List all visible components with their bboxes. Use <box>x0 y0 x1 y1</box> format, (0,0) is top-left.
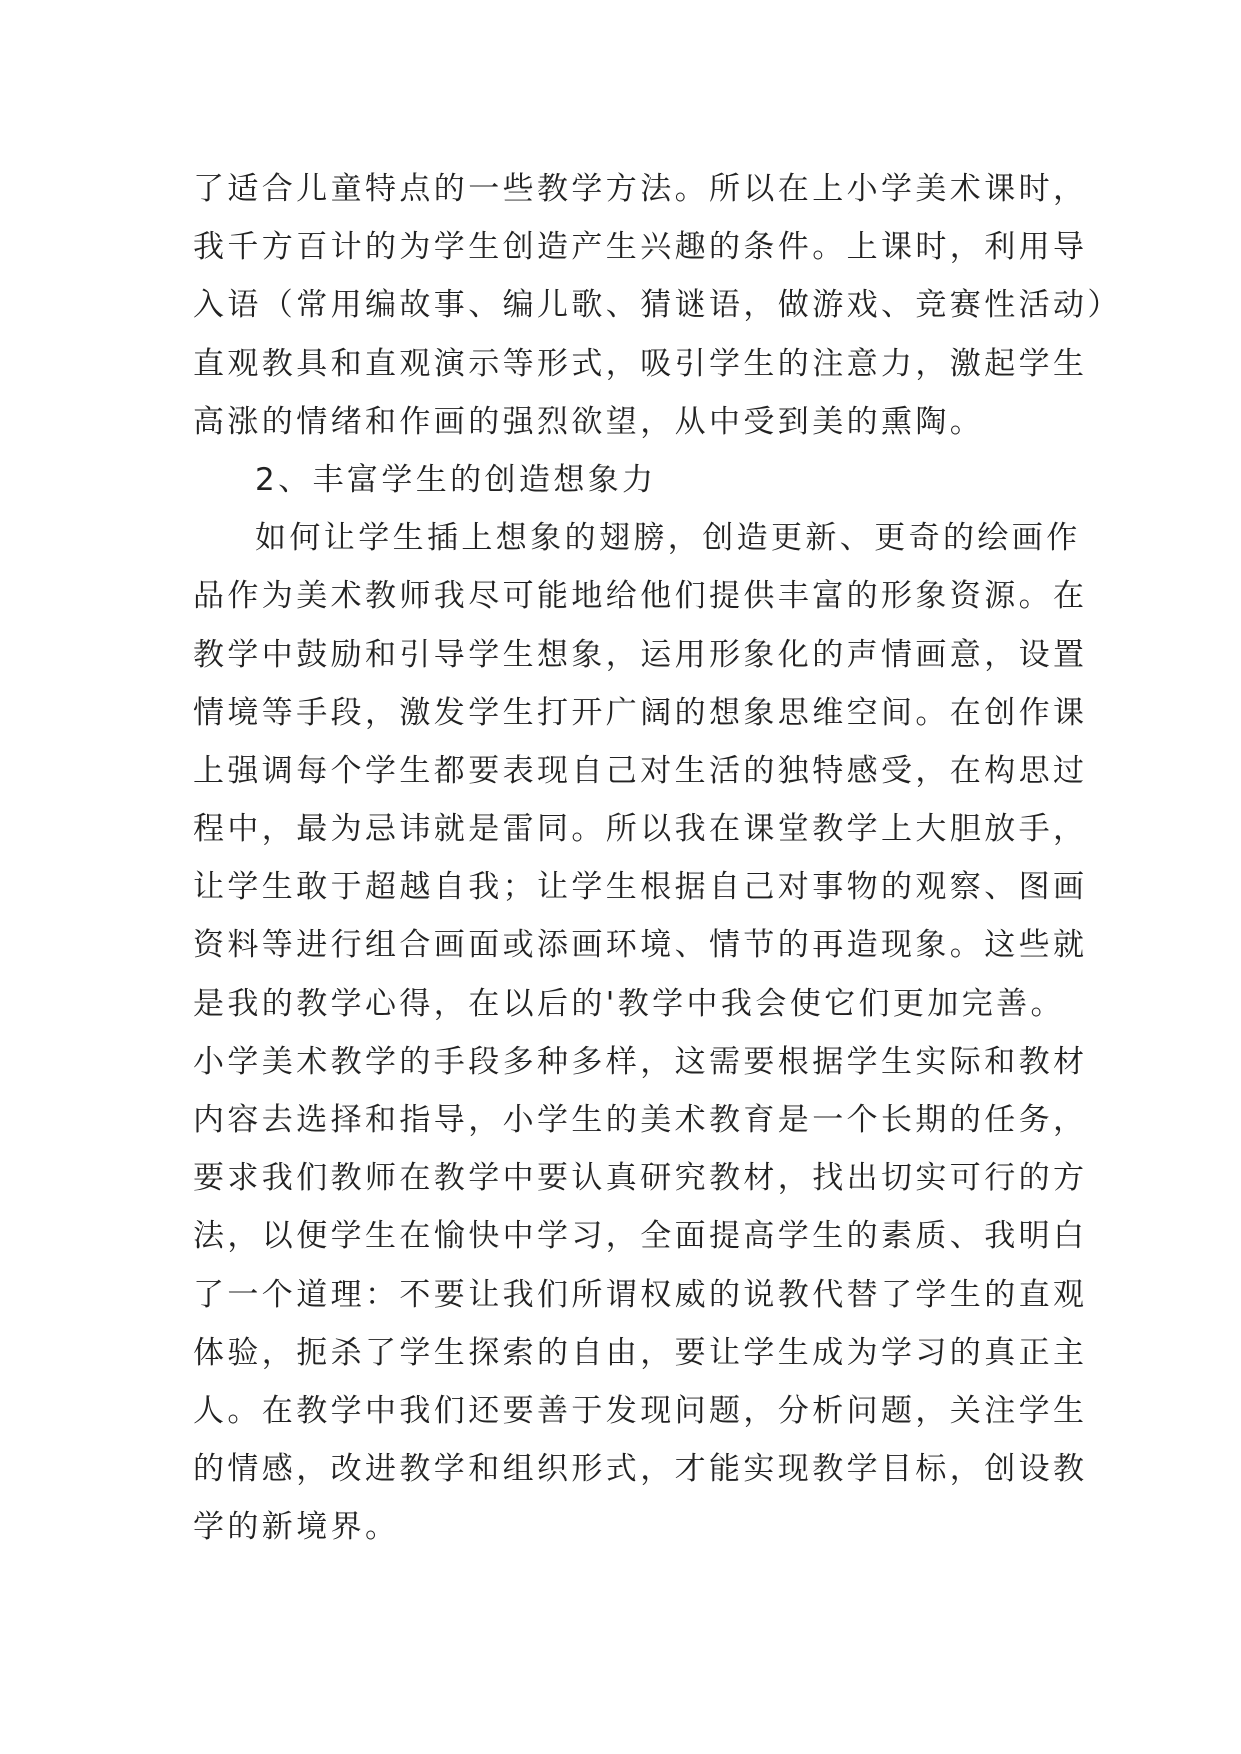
text-line: 了适合儿童特点的一些教学方法。所以在上小学美术课时， <box>193 171 1088 207</box>
text-line: 上强调每个学生都要表现自己对生活的独特感受，在构思过 <box>193 752 1088 789</box>
text-line: 直观教具和直观演示等形式，吸引学生的注意力，激起学生 <box>193 345 1088 382</box>
text-line: 体验，扼杀了学生探索的自由，要让学生成为学习的真正主 <box>193 1334 1088 1371</box>
text-line: 要求我们教师在教学中要认真研究教材，找出切实可行的方 <box>193 1160 1088 1197</box>
text-line: 我千方百计的为学生创造产生兴趣的条件。上课时，利用导 <box>193 229 1088 266</box>
text-line: 了一个道理：不要让我们所谓权威的说教代替了学生的直观 <box>193 1276 1088 1313</box>
text-line: 资料等进行组合画面或添画环境、情节的再造现象。这些就 <box>193 927 1088 964</box>
text-line: 小学美术教学的手段多种多样，这需要根据学生实际和教材 <box>193 1043 1088 1080</box>
text-line: 内容去选择和指导，小学生的美术教育是一个长期的任务， <box>193 1102 1088 1138</box>
text-line: 如何让学生插上想象的翅膀，创造更新、更奇的绘画作 <box>255 520 1081 557</box>
text-line: 情境等手段，激发学生打开广阔的想象思维空间。在创作课 <box>193 694 1088 731</box>
text-line: 品作为美术教师我尽可能地给他们提供丰富的形象资源。在 <box>193 578 1088 615</box>
text-line: 高涨的情绪和作画的强烈欲望，从中受到美的熏陶。 <box>193 403 985 440</box>
text-line: 教学中鼓励和引导学生想象，运用形象化的声情画意，设置 <box>193 636 1088 673</box>
text-line: 的情感，改进教学和组织形式，才能实现教学目标，创设教 <box>193 1451 1088 1488</box>
text-line: 学的新境界。 <box>193 1509 400 1546</box>
text-line: 法，以便学生在愉快中学习，全面提高学生的素质、我明白 <box>193 1218 1088 1255</box>
body-text <box>193 160 1122 1557</box>
text-line: 是我的教学心得，在以后的'教学中我会使它们更加完善。 <box>193 985 1065 1022</box>
text-line: 让学生敢于超越自我；让学生根据自己对事物的观察、图画 <box>193 869 1088 906</box>
section-heading: 2、丰富学生的创造想象力 <box>255 461 657 498</box>
text-line: 程中，最为忌讳就是雷同。所以我在课堂教学上大胆放手， <box>193 811 1088 848</box>
text-line: 入语（常用编故事、编儿歌、猜谜语，做游戏、竞赛性活动） <box>193 287 1122 324</box>
text-line: 人。在教学中我们还要善于发现问题，分析问题，关注学生 <box>193 1392 1088 1429</box>
